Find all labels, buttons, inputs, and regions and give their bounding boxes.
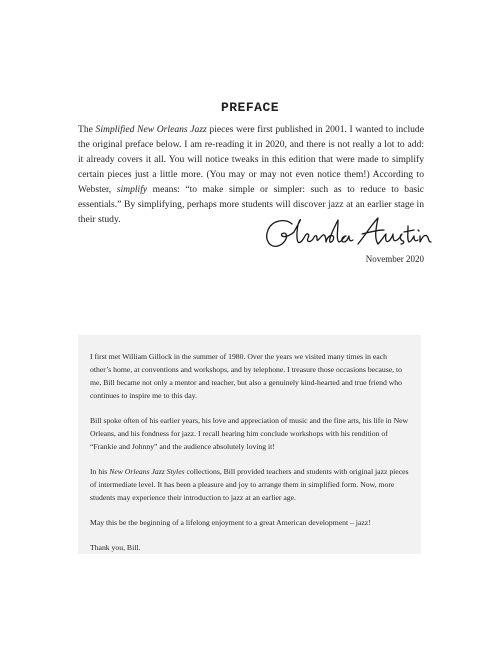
preface-text: The [78, 124, 96, 135]
tribute-text: In his [90, 467, 110, 476]
tribute-paragraph [90, 465, 409, 504]
page-title: PREFACE [220, 100, 280, 115]
simplify-emphasis: simplify [116, 184, 148, 195]
tribute-text: collections, Bill provided teachers and students with original jazz pieces of intermediate level. It has been a pleasure and joy to arrange them in simplified form. Now, more students may experience their introduction to jazz at an earlier age. [90, 467, 409, 502]
collection-title-emphasis: New Orleans Jazz Styles [109, 467, 185, 476]
tribute-paragraph: I first met William Gillock in the summer of 1980. Over the years we visited many times in each other’s home, at conventions and workshops, and by telephone. I treasure those occasions because, to me, Bill became not only a mentor and teacher, but also a genuinely kind-hearted and true friend who continues to inspire me to this day. [90, 352, 402, 400]
tribute-paragraph: Bill spoke often of his earlier years, his love and appreciation of music and the fine arts, his life in New Orleans, and his fondness for jazz. I recall hearing him conclude workshops with his rendition of “Frankie and Johnny” and the audience absolutely loving it! [90, 416, 409, 451]
signature-date: November 2020 [365, 254, 424, 264]
preface-text: means: “to make simple or simpler: such as to reduce to basic essentials.” By simplifying, perhaps more students will discover jazz at an earlier stage in their study. [78, 184, 425, 225]
handwritten-signature [262, 214, 434, 256]
book-title-emphasis: Simplified New Orleans Jazz [95, 124, 207, 135]
tribute-closing: Thank you, Bill. [90, 543, 141, 552]
preface-paragraph [78, 122, 424, 227]
tribute-paragraph: May this be the beginning of a lifelong enjoyment to a great American development – jazz! [90, 518, 371, 527]
preface-text: pieces were first published in 2001. I wanted to include the original preface below. I am re-reading it in 2020, and there is not really a lot to add: it already covers it all. You will notice tweaks in this edition that were made to simplify certain pieces just a little more. (You may or may not even notice them!) According to Webster, [78, 124, 424, 195]
tribute-box [78, 335, 421, 554]
